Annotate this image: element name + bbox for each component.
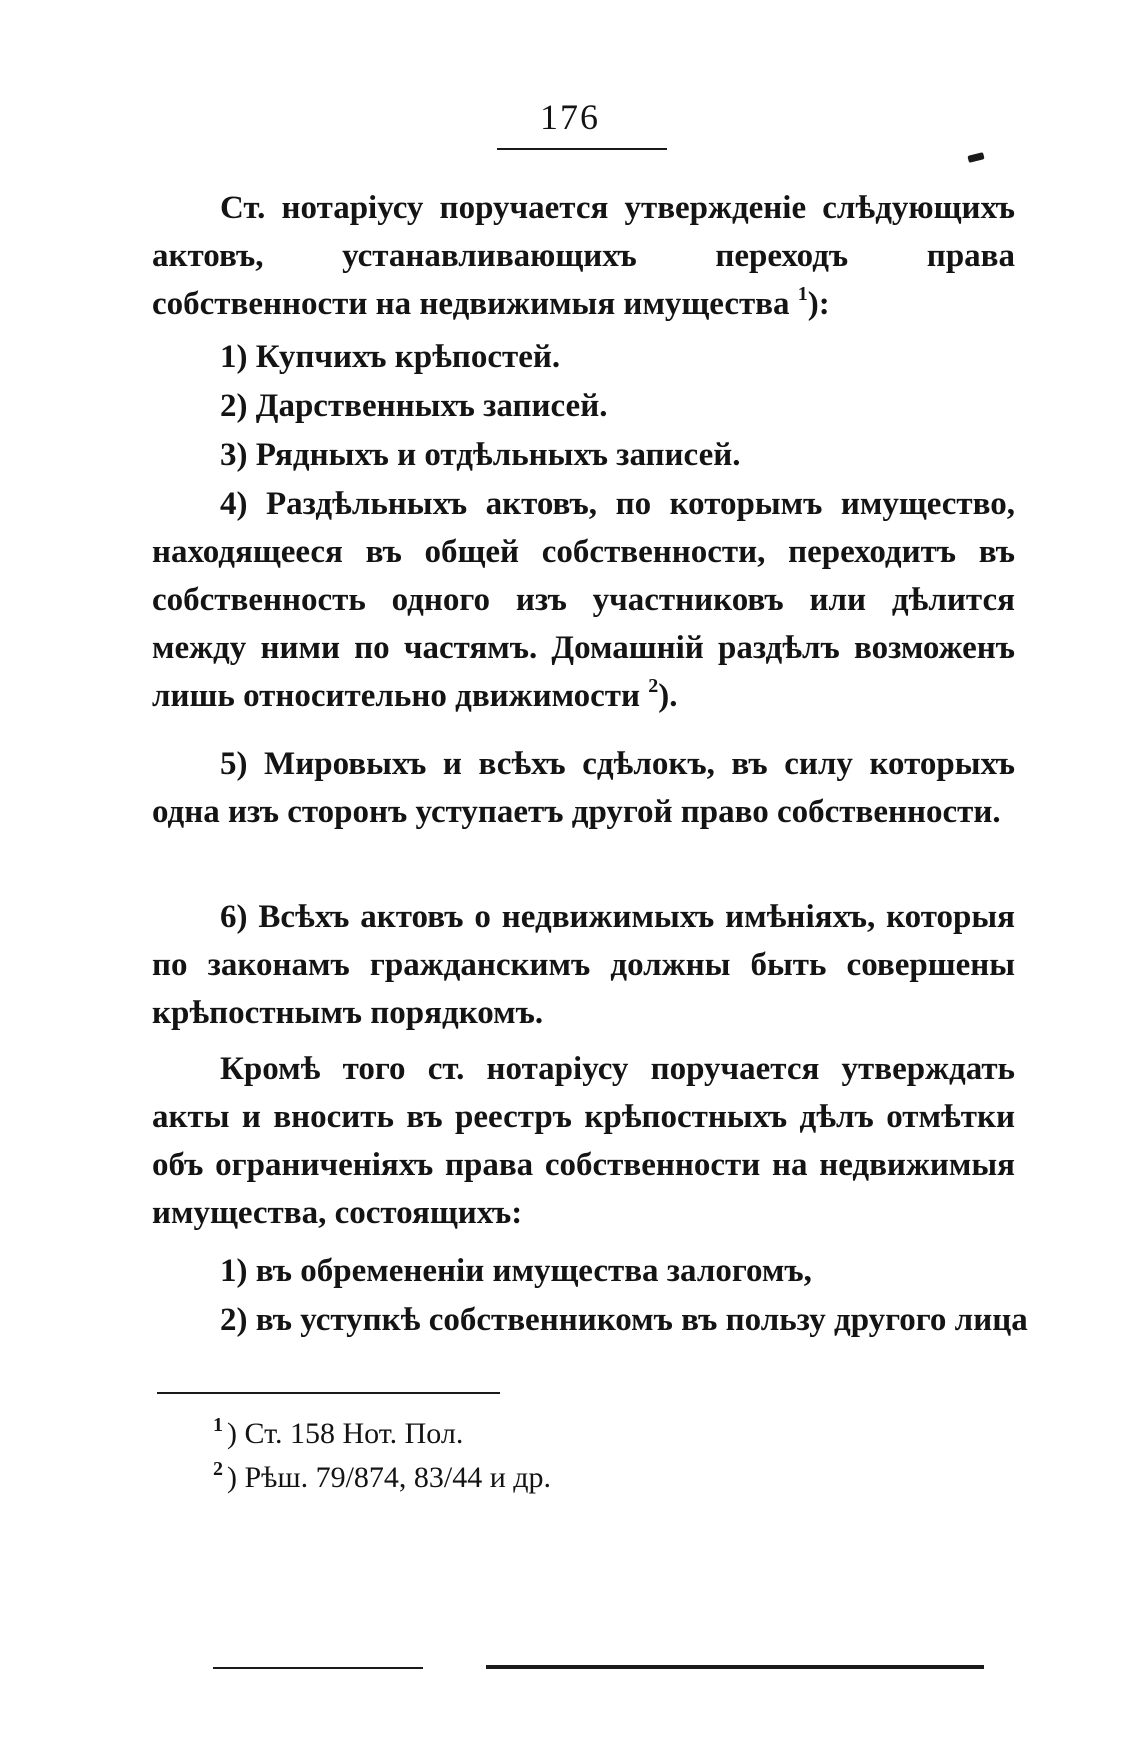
footnote-text: ) Ст. 158 Нот. Пол. <box>227 1417 464 1450</box>
list-item: 3) Рядныхъ и отдѣльныхъ записей. <box>220 437 741 473</box>
item-5-paragraph: 5) Мировыхъ и всѣхъ сдѣлокъ, въ силу которыхъ одна изъ сторонъ уступаетъ другой право собственности. <box>152 746 1015 830</box>
footnote-ref-2: 2 <box>648 675 659 697</box>
intro-text: Ст. нотаріусу поручается утвержденіе слѣдующихъ актовъ, устанавливающихъ переходъ права собственности на недвижимыя имущества <box>152 190 1015 322</box>
footnote <box>213 1458 551 1498</box>
item-4-paragraph <box>152 480 1015 720</box>
list-item: 1) Купчихъ крѣпостей. <box>220 339 561 375</box>
footnote-rule <box>157 1392 500 1394</box>
footnote-mark: 1 <box>213 1414 223 1436</box>
bottom-rule-left <box>213 1667 423 1669</box>
sub-list-item: 1) въ обремененіи имущества залогомъ, <box>220 1253 812 1289</box>
sub-list-item: 2) въ уступкѣ собственникомъ въ пользу другого лица <box>220 1302 1028 1338</box>
intro-paragraph <box>152 184 1015 328</box>
item-4-text: 4) Раздѣльныхъ актовъ, по которымъ имущество, находящееся въ общей собственности, переходитъ въ собственность одного изъ участниковъ или дѣлится между ними по частямъ. Домашній раздѣлъ возможенъ лишь относительно движимости <box>152 486 1015 714</box>
item-4-text-end: ). <box>658 678 678 714</box>
closing-paragraph: Кромѣ того ст. нотаріусу поручается утверждать акты и вносить въ реестръ крѣпостныхъ дѣлъ отмѣтки объ ограниченіяхъ права собственности на недвижимыя имущества, состоящихъ: <box>152 1051 1015 1231</box>
corner-mark <box>967 152 984 163</box>
footnote-ref-1: 1 <box>797 283 808 305</box>
list-item: 2) Дарственныхъ записей. <box>220 388 608 424</box>
footnote-mark: 2 <box>213 1458 223 1480</box>
page-number: 176 <box>540 97 600 137</box>
item-6-paragraph: 6) Всѣхъ актовъ о недвижимыхъ имѣніяхъ, которыя по законамъ гражданскимъ должны быть совершены крѣпостнымъ порядкомъ. <box>152 899 1015 1031</box>
footnote-text: ) Рѣш. 79/874, 83/44 и др. <box>227 1461 552 1494</box>
intro-text-end: ): <box>807 286 830 322</box>
header-rule <box>497 148 667 150</box>
footnote <box>213 1414 463 1454</box>
bottom-rule-right <box>486 1665 984 1669</box>
